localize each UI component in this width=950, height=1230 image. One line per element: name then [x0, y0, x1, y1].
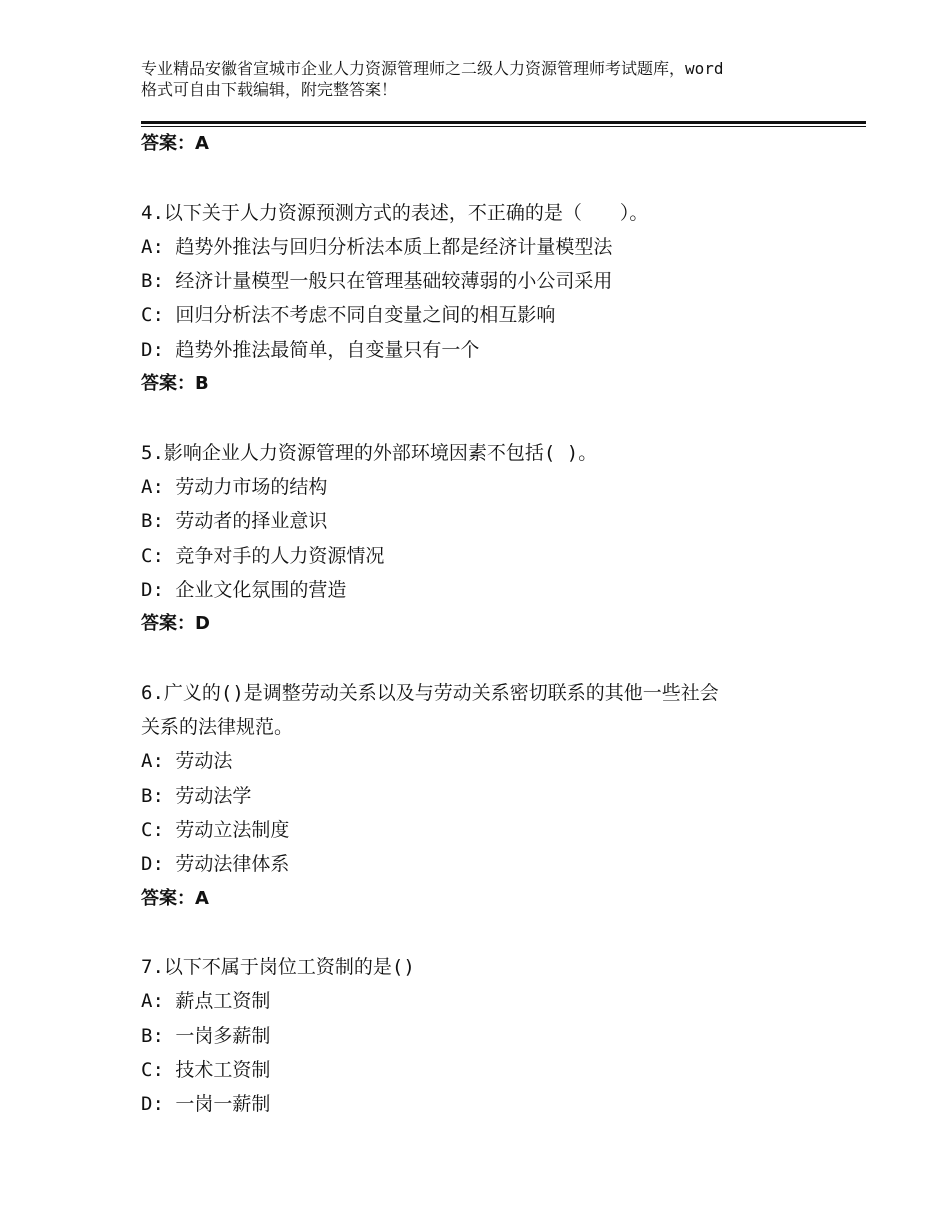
question-stem: 5.影响企业人力资源管理的外部环境因素不包括( )。 — [141, 441, 598, 464]
question-list — [141, 127, 841, 1122]
answer-value: B — [195, 373, 209, 395]
question-stem: 4.以下关于人力资源预测方式的表述，不正确的是（ ）。 — [141, 201, 649, 224]
answer-value: D — [195, 613, 210, 635]
answer-line — [141, 127, 841, 161]
option-c: C: 劳动立法制度 — [141, 818, 290, 841]
answer-value: A — [195, 133, 209, 154]
question-block — [141, 196, 841, 402]
answer-label: 答案： — [141, 133, 195, 154]
option-a: A: 劳动法 — [141, 750, 233, 773]
option-b: B: 劳动法学 — [141, 784, 252, 807]
option-b: B: 劳动者的择业意识 — [141, 510, 328, 533]
answer-line — [141, 367, 841, 401]
answer-label: 答案： — [141, 613, 195, 635]
answer-line — [141, 607, 841, 641]
question-stem: 6.广义的()是调整劳动关系以及与劳动关系密切联系的其他一些社会 — [141, 681, 719, 704]
spacer — [141, 161, 841, 195]
document-header — [141, 58, 831, 100]
option-d: D: 趋势外推法最简单，自变量只有一个 — [141, 338, 480, 361]
answer-label: 答案： — [141, 373, 195, 395]
option-a: A: 趋势外推法与回归分析法本质上都是经济计量模型法 — [141, 235, 613, 258]
answer-label: 答案： — [141, 887, 195, 909]
spacer — [141, 916, 841, 950]
option-d: D: 劳动法律体系 — [141, 853, 290, 876]
answer-value: A — [195, 887, 209, 909]
answer-line — [141, 882, 841, 916]
option-c: C: 技术工资制 — [141, 1059, 271, 1082]
option-a: A: 薪点工资制 — [141, 990, 271, 1013]
question-block — [141, 436, 841, 642]
option-b: B: 一岗多薪制 — [141, 1024, 271, 1047]
option-c: C: 回归分析法不考虑不同自变量之间的相互影响 — [141, 304, 556, 327]
question-stem-continued: 关系的法律规范。 — [141, 716, 294, 739]
option-d: D: 企业文化氛围的营造 — [141, 578, 347, 601]
option-b: B: 经济计量模型一般只在管理基础较薄弱的小公司采用 — [141, 270, 613, 293]
question-block — [141, 950, 841, 1121]
question-stem: 7.以下不属于岗位工资制的是() — [141, 956, 415, 979]
spacer — [141, 401, 841, 435]
header-title-line-1: 专业精品安徽省宣城市企业人力资源管理师之二级人力资源管理师考试题库，word — [141, 59, 724, 78]
question-block — [141, 676, 841, 916]
header-rule-thick — [141, 121, 866, 124]
spacer — [141, 641, 841, 675]
option-c: C: 竞争对手的人力资源情况 — [141, 544, 385, 567]
header-title-line-2: 格式可自由下载编辑，附完整答案！ — [141, 80, 398, 99]
option-d: D: 一岗一薪制 — [141, 1093, 271, 1116]
option-a: A: 劳动力市场的结构 — [141, 475, 328, 498]
